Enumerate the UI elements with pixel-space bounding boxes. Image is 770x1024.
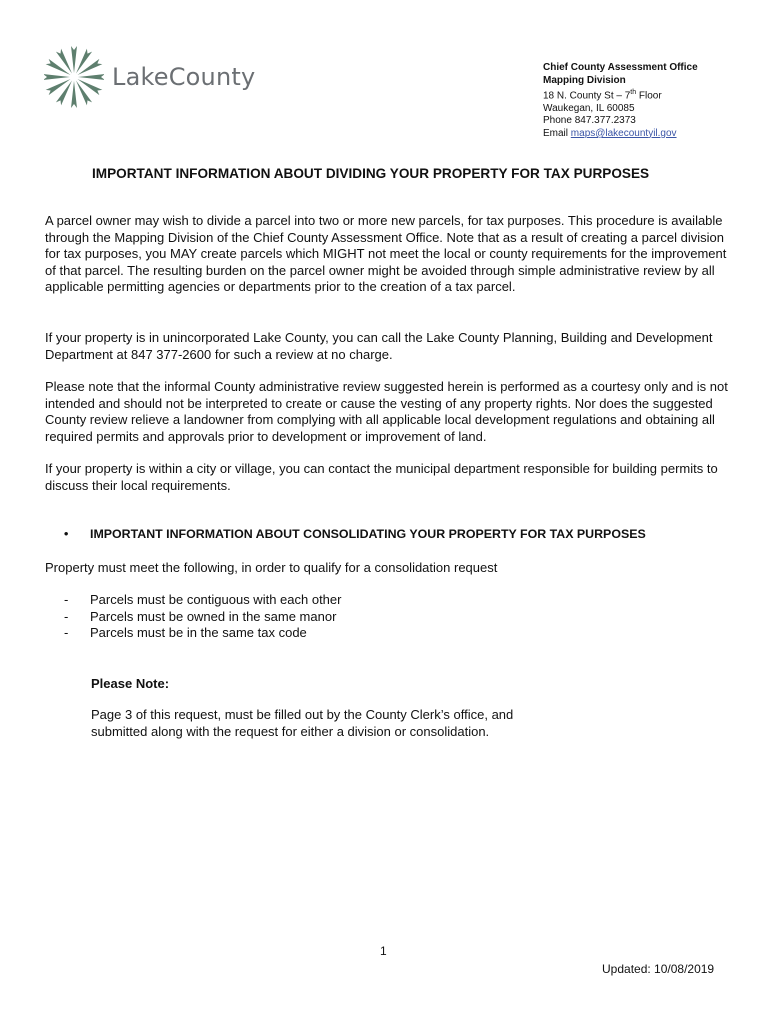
email-label: Email xyxy=(543,127,571,139)
note-body: Page 3 of this request, must be filled out by the County Clerk’s office, and submitted along with the request for either a division or consolidation. xyxy=(91,707,514,739)
list-item xyxy=(64,592,341,609)
list-item xyxy=(64,625,341,642)
paragraph-city-village: If your property is within a city or village, you can contact the municipal department responsible for building permits to discuss their local requirements. xyxy=(45,461,718,493)
consolidation-heading-text: IMPORTANT INFORMATION ABOUT CONSOLIDATING YOUR PROPERTY FOR TAX PURPOSES xyxy=(90,527,646,541)
logo-wordmark xyxy=(112,63,255,91)
requirement-text: Parcels must be contiguous with each other xyxy=(90,592,342,607)
office-name: Chief County Assessment Office xyxy=(543,62,698,73)
consolidation-heading xyxy=(64,527,646,541)
logo-word-lake: Lake xyxy=(112,63,169,91)
bullet-marker: • xyxy=(64,527,69,541)
street-sup: th xyxy=(630,89,637,96)
list-dash: - xyxy=(64,625,69,640)
list-item xyxy=(64,609,341,626)
office-city: Waukegan, IL 60085 xyxy=(543,102,635,114)
logo-word-county: County xyxy=(168,63,256,91)
consolidation-intro: Property must meet the following, in order to qualify for a consolidation request xyxy=(45,560,498,575)
office-email-line xyxy=(543,128,698,141)
requirements-list xyxy=(64,592,341,642)
office-phone: Phone 847.377.2373 xyxy=(543,115,636,127)
street-suffix: Floor xyxy=(636,90,662,102)
page-number: 1 xyxy=(380,944,387,958)
street-prefix: 18 N. County St – 7 xyxy=(543,90,631,102)
email-link[interactable]: maps@lakecountyil.gov xyxy=(570,127,677,139)
office-division: Mapping Division xyxy=(543,74,626,86)
updated-date: Updated: 10/08/2019 xyxy=(602,962,715,976)
requirement-text: Parcels must be in the same tax code xyxy=(90,625,307,640)
page-title: IMPORTANT INFORMATION ABOUT DIVIDING YOUR PROPERTY FOR TAX PURPOSES xyxy=(92,166,650,181)
lake-county-logo xyxy=(44,44,255,110)
list-dash: - xyxy=(64,608,69,624)
list-dash: - xyxy=(64,592,69,607)
requirement-text: Parcels must be owned in the same manor xyxy=(90,608,337,624)
lake-county-starburst-icon xyxy=(44,44,104,110)
paragraph-unincorporated: If your property is in unincorporated Lake County, you can call the Lake County Planning, Building and Development Department at 847 377-2600 for such a review at no charge. xyxy=(45,330,713,362)
office-street xyxy=(543,87,698,103)
paragraph-division-intro: A parcel owner may wish to divide a parcel into two or more new parcels, for tax purposes. This procedure is available through the Mapping Division of the Chief County Assessment Office. Note that as a result of creating a parcel division for tax purposes, you MAY create parcels which MIGHT not meet the local or county requirements for the improvement of that parcel. The resulting burden on the parcel owner might be avoided through simple administrative review by all applicable permitting agencies or departments prior to the creation of a tax parcel. xyxy=(45,213,727,294)
office-address-block xyxy=(543,62,698,140)
note-heading: Please Note: xyxy=(91,676,170,691)
paragraph-courtesy-review: Please note that the informal County administrative review suggested herein is performed as a courtesy only and is not intended and should not be interpreted to create or cause the vesting of any property rights. Nor does the suggested County review relieve a landowner from complying with all applicable local development regulations and obtaining all required permits and approvals prior to development or improvement of land. xyxy=(45,379,728,444)
